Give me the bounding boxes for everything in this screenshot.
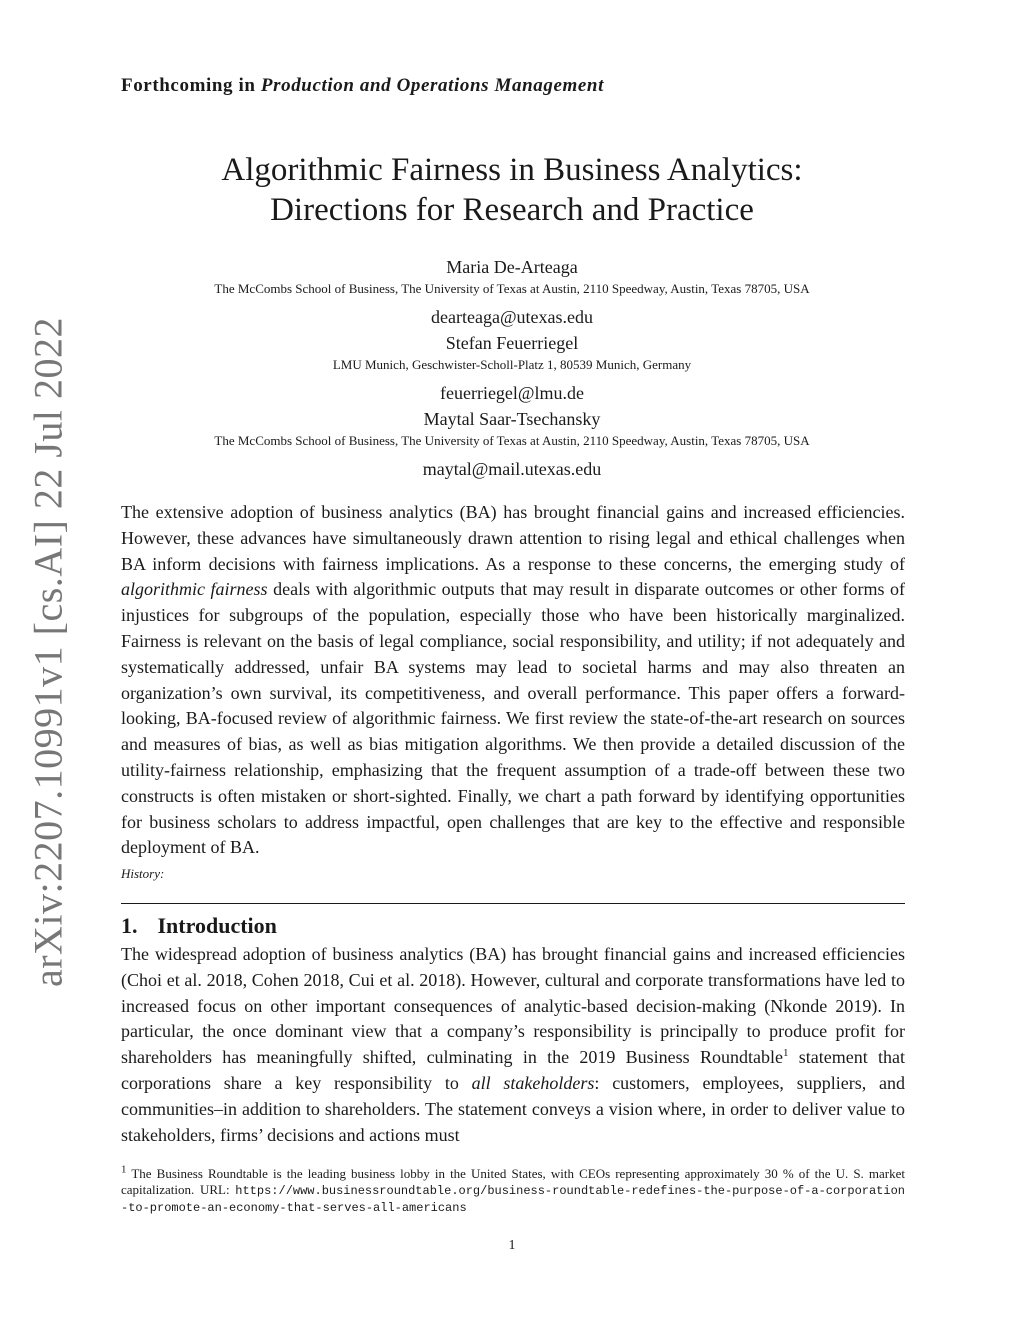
intro-text: The widespread adoption of business analytics (BA) has brought financial gains and increased efficiencies (Choi et al. 2018, Cohen 2018, Cui et al. 2018). However, cultural and corporate transformations have led to increased focus on other important consequences of analytic-based decision-making (Nkonde 2019). In particular, the once dominant view that a company’s responsibility is principally to produce profit for shareholders has meaningfully shifted, culminating in the 2019 Business Roundtable (121, 944, 905, 1068)
journal-header (121, 75, 604, 97)
footnote-text: The Business Roundtable is the leading business lobby in the United States, with CEOs representing approximately 30 % of the U. S. market capitalization. URL: (121, 1166, 905, 1197)
history-label: History: (121, 866, 165, 881)
footnote-reference[interactable]: 1 (782, 1047, 789, 1060)
section-title: Introduction (157, 913, 277, 938)
author-email[interactable]: maytal@mail.utexas.edu (422, 459, 602, 479)
section-heading (121, 913, 277, 939)
author-name: Stefan Feuerriegel (445, 333, 579, 353)
journal-name: Production and Operations Management (260, 75, 604, 96)
author-email[interactable]: feuerriegel@lmu.de (439, 383, 584, 403)
footnote-mark: 1 (121, 1163, 127, 1176)
abstract-text: The extensive adoption of business analytics (BA) has brought financial gains and increased efficiencies. However, these advances have simultaneously drawn attention to rising legal and ethical challenges when BA inform decisions with fairness implications. As a response to these concerns, the emerging study of (121, 502, 905, 574)
section-number: 1. (121, 913, 138, 938)
footnote (121, 1163, 905, 1216)
author-affiliation: LMU Munich, Geschwister-Scholl-Platz 1, 80539 Munich, Germany (332, 357, 692, 372)
intro-emphasis: all stakeholders (471, 1072, 595, 1093)
author-name: Maytal Saar-Tsechansky (423, 409, 601, 429)
intro-text: : customers, employees, suppliers, and communities–in addition to shareholders. The statement conveys a vision where, in order to deliver value to stakeholders, firms’ decisions and actions must (121, 1072, 905, 1145)
title-line-2: Directions for Research and Practice (270, 192, 754, 228)
author-affiliation: The McCombs School of Business, The University of Texas at Austin, 2110 Speedway, Austin, Texas 78705, USA (214, 281, 810, 296)
author-affiliation: The McCombs School of Business, The University of Texas at Austin, 2110 Speedway, Austin, Texas 78705, USA (214, 433, 810, 448)
introduction-paragraph (121, 942, 905, 1148)
author-name: Maria De-Arteaga (446, 257, 578, 277)
author-email[interactable]: dearteaga@utexas.edu (431, 307, 593, 327)
title-line-1: Algorithmic Fairness in Business Analytics: (221, 152, 803, 188)
author-block (0, 254, 1024, 482)
abstract (121, 500, 905, 861)
arxiv-identifier: arXiv:2207.10991v1 [cs.AI] 22 Jul 2022 (25, 316, 71, 988)
abstract-emphasis: algorithmic fairness (121, 579, 268, 600)
page-number: 1 (508, 1238, 516, 1253)
journal-header-prefix: Forthcoming in (121, 75, 256, 96)
intro-text: statement that corporations share a key responsibility to (121, 1047, 906, 1093)
footnote-url[interactable]: https://www.businessroundtable.org/business-roundtable-redefines-the-purpose-of-a-corporation-to-promote-an-economy-that-serves-all-americans (121, 1184, 905, 1215)
abstract-text: deals with algorithmic outputs that may result in disparate outcomes or other forms of injustices for subgroups of the population, especially those who have been historically marginalized. Fairness is relevant on the basis of legal compliance, social responsibility, and utility; if not adequately and systematically addressed, unfair BA systems may lead to societal harms and may also threaten an organization’s own survival, its competitiveness, and overall performance. This paper offers a forward-looking, BA-focused review of algorithmic fairness. We first review the state-of-the-art research on sources and measures of bias, as well as bias mitigation algorithms. We then provide a detailed discussion of the utility-fairness relationship, emphasizing that the frequent assumption of a trade-off between these two constructs is often mistaken or short-sighted. Finally, we chart a path forward by identifying opportunities for business scholars to address impactful, open challenges that are key to the effective and responsible deployment of BA. (121, 579, 905, 858)
section-divider (121, 903, 905, 904)
paper-title (0, 150, 1024, 230)
